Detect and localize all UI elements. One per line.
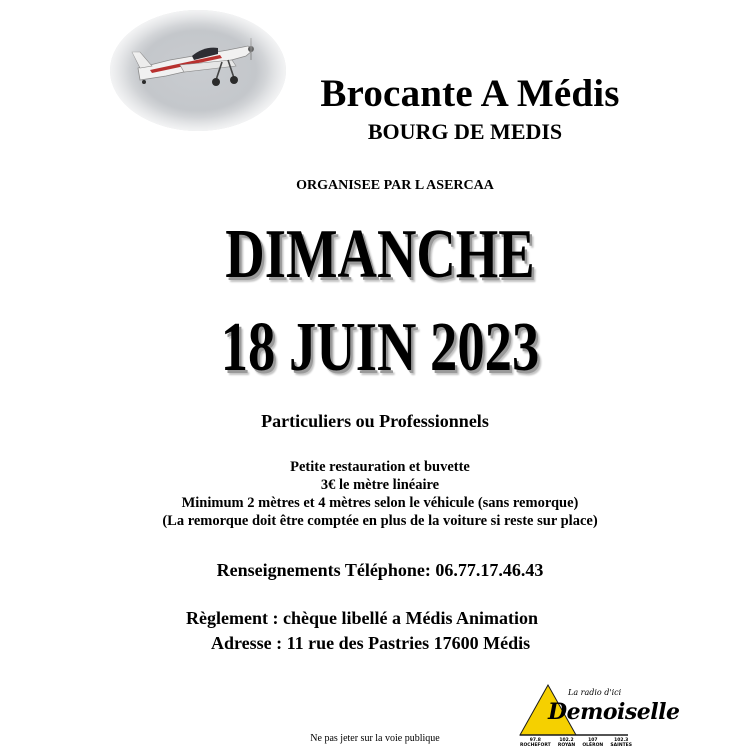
frequency-saintes: 102.3 SAINTES [610,738,632,748]
audience-line: Particuliers ou Professionnels [261,411,489,431]
info-line-minimum: Minimum 2 mètres et 4 mètres selon le véhicule (sans remorque) [181,495,579,511]
address-line: Adresse : 11 rue des Pastries 17600 Médis [211,633,531,653]
info-block [80,458,680,530]
radio-name: Demoiselle [548,699,680,725]
frequency-oleron: 107 OLÉRON [582,738,604,748]
disclaimer: Ne pas jeter sur la voie publique [310,733,440,744]
frequency-royan: 102.2 ROYAN [557,738,576,748]
airplane-illustration [110,10,286,131]
payment-block [150,606,640,656]
payment-line: Règlement : chèque libellé a Médis Animation [186,608,538,628]
radio-frequencies [520,738,632,748]
event-date: 18 JUIN 2023 [220,309,540,386]
radio-tagline: La radio d'ici [568,688,622,697]
frequency-rochefort: 97.8 ROCHEFORT [520,738,551,748]
info-line-price: 3€ le mètre linéaire [320,477,440,493]
organiser-line: ORGANISEE PAR L ASERCAA [296,178,494,193]
contact-phone: Renseignements Téléphone: 06.77.17.46.43 [216,560,544,580]
info-line-trailer: (La remorque doit être comptée en plus de la voiture si reste sur place) [162,513,598,529]
event-title: Brocante A Médis [320,72,620,115]
plane-photo [110,10,286,131]
event-day: DIMANCHE [225,216,535,293]
event-location: BOURG DE MEDIS [367,119,563,144]
info-line-catering: Petite restauration et buvette [290,459,470,475]
